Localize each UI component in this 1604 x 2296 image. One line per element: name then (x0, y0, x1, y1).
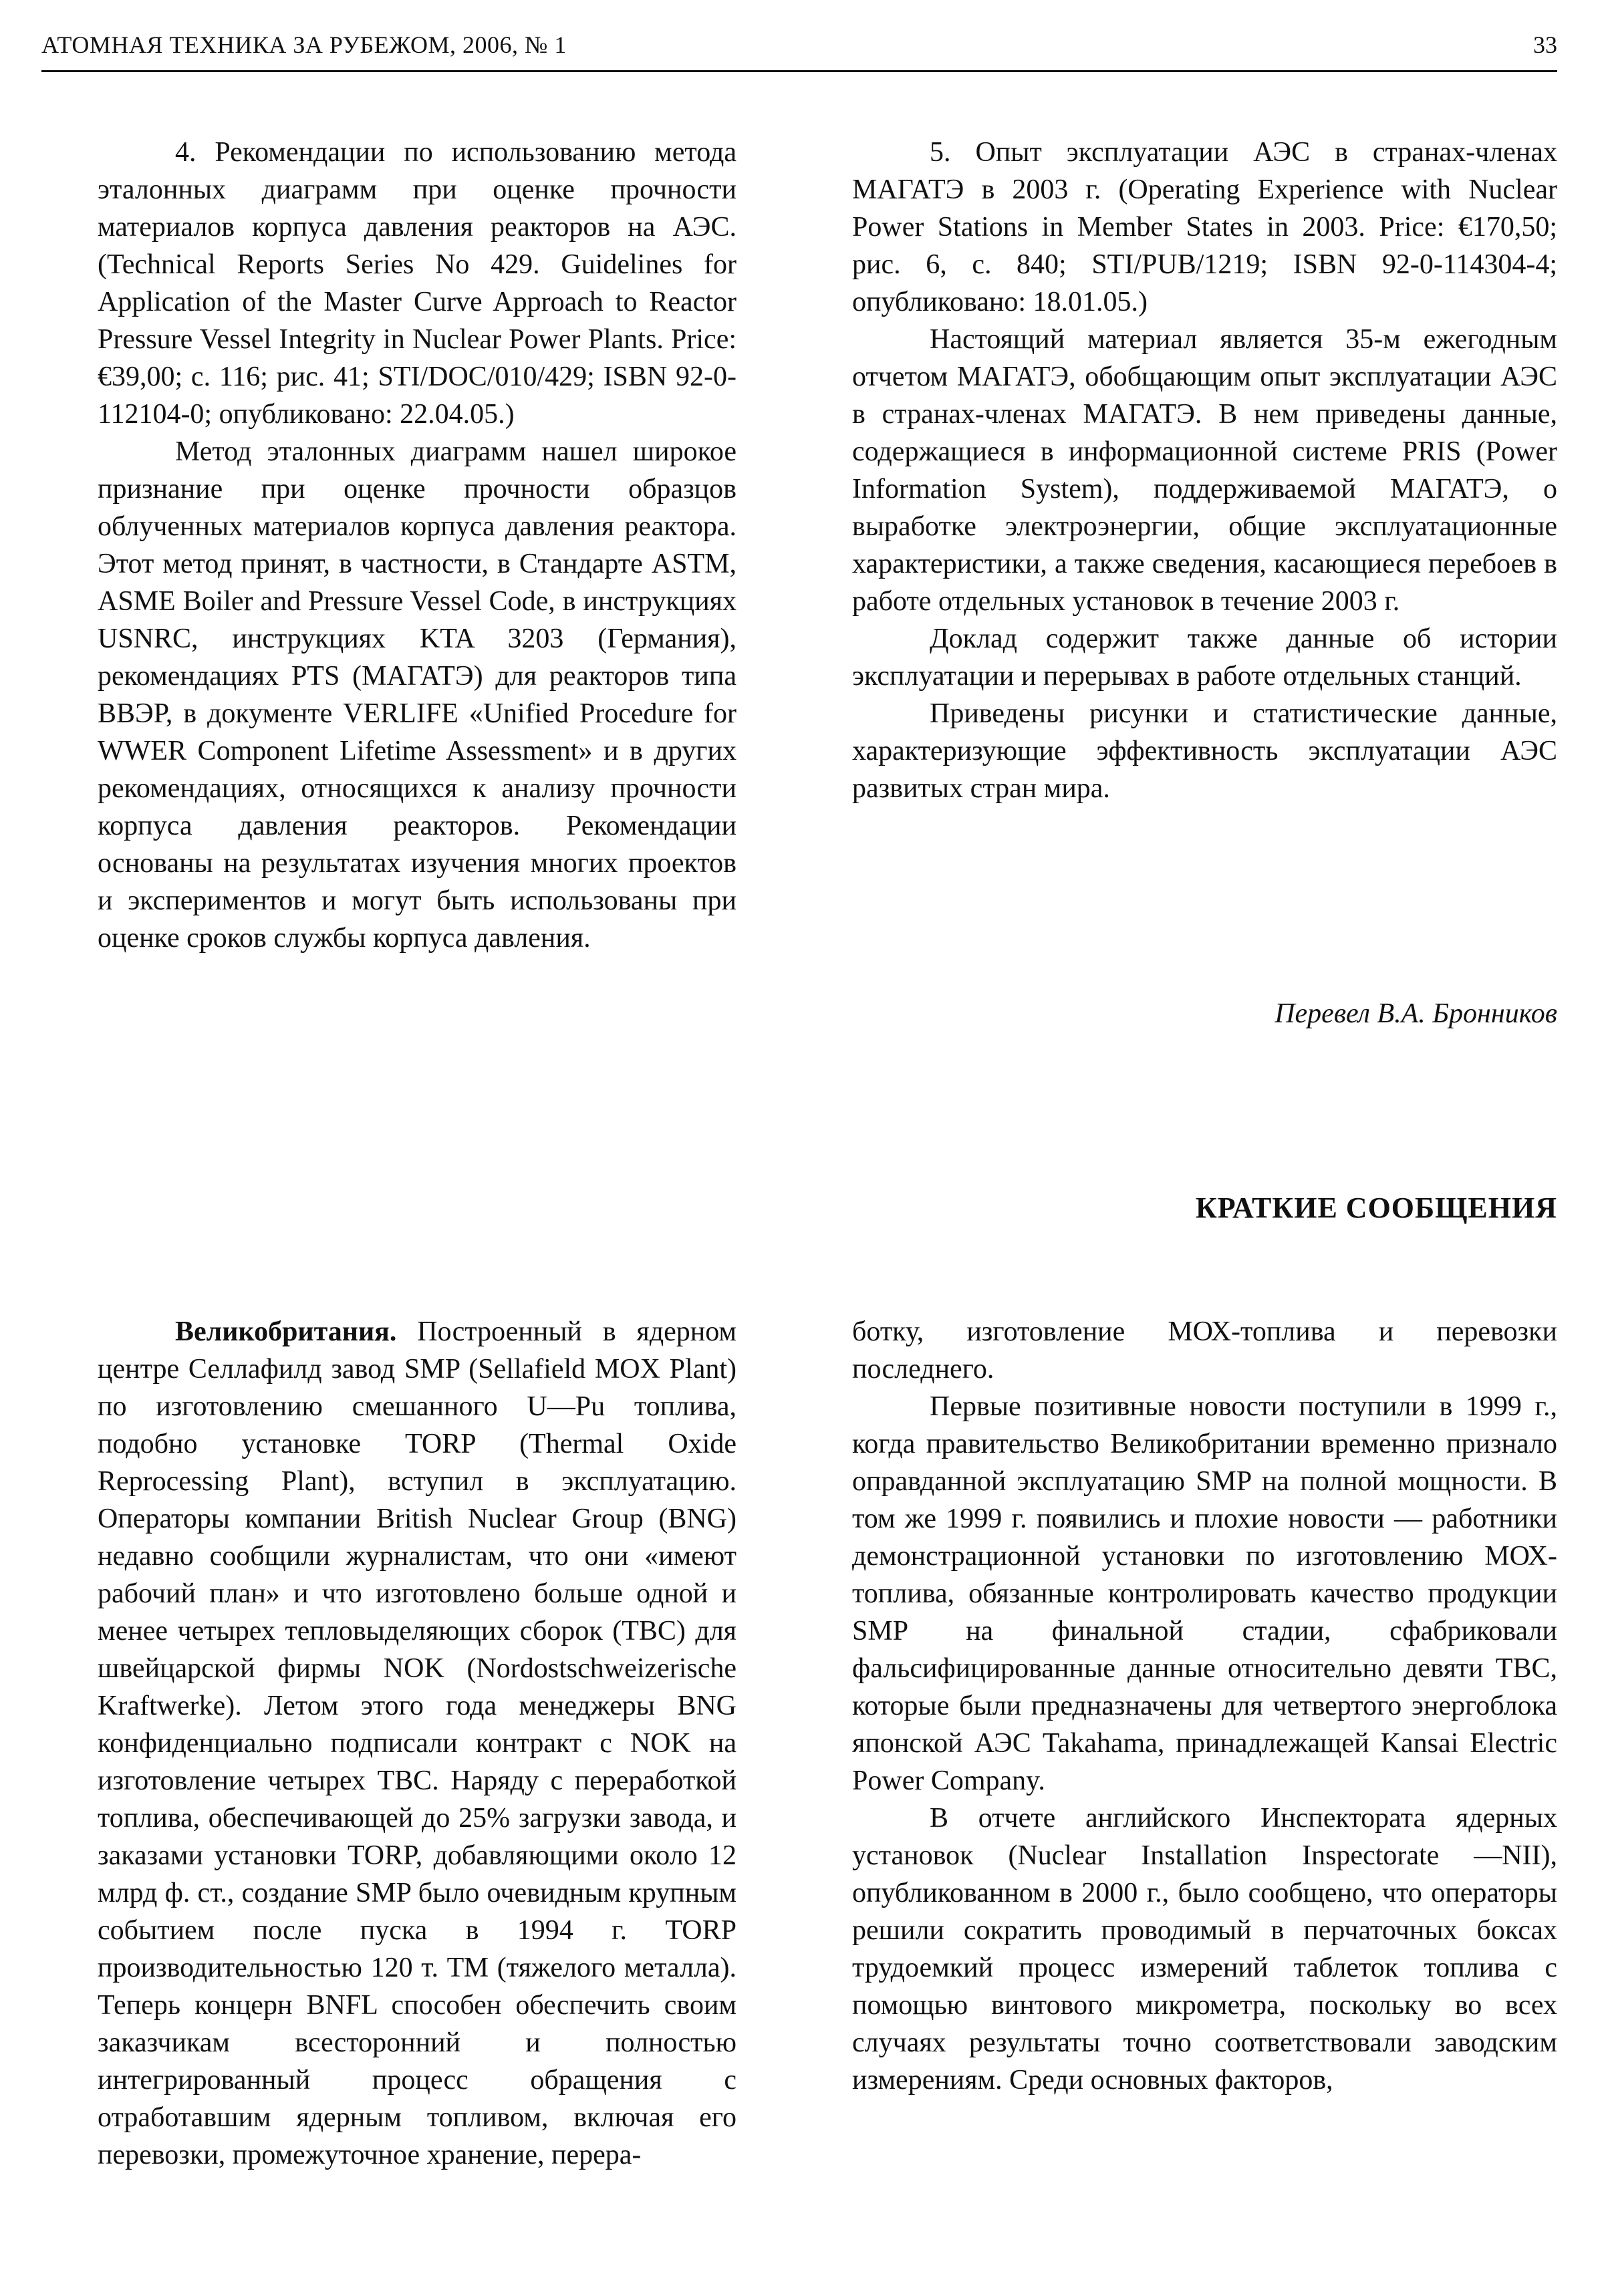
uk-news-text: Построенный в ядерном центре Селлафилд завод SMP (Sellafield MOX Plant) по изготовлению смешанного U—Pu топлива, подобно установке TORP (Thermal Oxide Reprocessing Plant), вступил в эксплуатацию. Операторы компании British Nuclear Group (BNG) недавно сообщили журналистам, что они «имеют рабочий план» и что изготовлено больше одной и менее четырех тепловыделяющих сборок (ТВС) для швейцарской фирмы NOK (Nordostschweizerische Kraftwerke). Летом этого года менеджеры BNG конфиденциально подписали контракт с NOK на изготовление четырех ТВС. Наряду с переработкой топлива, обеспечивающей до 25% загрузки завода, и заказами установки TORP, добавляющими около 12 млрд ф. ст., создание SMP было очевидным крупным событием после пуска в 1994 г. TORP производительностью 120 т. ТМ (тяжелого металла). Теперь концерн BNFL способен обеспечить своим заказчикам всесторонний и полностью интегрированный процесс обращения с отработавшим ядерным топливом, включая его перевозки, промежуточное хранение, перера- (98, 1316, 737, 2170)
right-top-column (852, 134, 1557, 807)
running-header (41, 27, 1557, 74)
header-rule (41, 70, 1557, 72)
news-1999-paragraph: Первые позитивные новости поступили в 1999 г., когда правительство Великобритании временно признало оправданной эксплуатацию SMP на полной мощности. В том же 1999 г. появились и плохие новости — работники демонстрационной установки по изготовлению МОХ-топлива, обязанные контролировать качество продукции SMP на финальной стадии, сфабриковали фальсифицированные данные относительно девяти ТВС, которые были предназначены для четвертого энергоблока японской АЭС Takahama, принадлежащей Kansai Electric Power Company. (852, 1391, 1557, 1796)
section-title: КРАТКИЕ СООБЩЕНИЯ (1195, 1191, 1557, 1224)
publication-4-summary: Метод эталонных диаграмм нашел широкое признание при оценке прочности образцов облученных материалов корпуса давления реактора. Этот метод принят, в частности, в Стандарте ASTM, ASME Boiler and Pressure Vessel Code, в инструкциях USNRC, инструкциях KTA 3203 (Германия), рекомендациях PTS (МАГАТЭ) для реакторов типа ВВЭР, в документе VERLIFE «Unified Procedure for WWER Component Lifetime Assessment» и в других рекомендациях, относящихся к анализу прочности корпуса давления реакторов. Рекомендации основаны на результатах изучения многих проектов и экспериментов и могут быть использованы при оценке сроков службы корпуса давления. (98, 436, 737, 954)
publication-5-citation: 5. Опыт эксплуатации АЭС в странах-членах МАГАТЭ в 2003 г. (Operating Experience with Nuclear Power Stations in Member States in 2003. Price: €170,50; рис. 6, с. 840; STI/PUB/1219; ISBN 92-0-114304-4; опубликовано: 18.01.05.) (852, 137, 1557, 317)
continuation-paragraph: ботку, изготовление МОХ-топлива и перевозки последнего. (852, 1316, 1557, 1385)
publication-5-summary: Настоящий материал является 35-м ежегодным отчетом МАГАТЭ, обобщающим опыт эксплуатации АЭС в странах-членах МАГАТЭ. В нем приведены данные, содержащиеся в информационной системе PRIS (Power Information System), поддерживаемой МАГАТЭ, о выработке электроэнергии, общие эксплуатационные характеристики, а также сведения, касающиеся перебоев в работе отдельных установок в течение 2003 г. (852, 324, 1557, 617)
uk-news-paragraph (98, 1313, 737, 2174)
nii-report-paragraph: В отчете английского Инспектората ядерных установок (Nuclear Installation Inspectorate —NII), опубликованном в 2000 г., было сообщено, что операторы решили сократить проводимый в перчаточных боксах трудоемкий процесс измерений таблеток топлива с помощью винтового микрометра, поскольку во всех случаях результаты точно соответствовали заводским измерениям. Среди основных факторов, (852, 1803, 1557, 2096)
right-bottom-column (852, 1313, 1557, 2099)
publication-5-history: Доклад содержит также данные об истории эксплуатации и перерывах в работе отдельных станций. (852, 623, 1557, 692)
translator-credit: Перевел В.А. Бронников (1275, 998, 1557, 1029)
left-top-column (98, 134, 737, 957)
journal-title: АТОМНАЯ ТЕХНИКА ЗА РУБЕЖОМ, 2006, № 1 (41, 31, 567, 58)
publication-5-figures: Приведены рисунки и статистические данные, характеризующие эффективность эксплуатации АЭС развитых стран мира. (852, 698, 1557, 804)
country-lead: Великобритания. (175, 1316, 397, 1347)
left-bottom-column (98, 1313, 737, 2174)
page-number: 33 (1533, 31, 1557, 58)
publication-4-citation: 4. Рекомендации по использованию метода эталонных диаграмм при оценке прочности материалов корпуса давления реакторов на АЭС. (Technical Reports Series No 429. Guidelines for Application of the Master Curve Approach to Reactor Pressure Vessel Integrity in Nuclear Power Plants. Price: €39,00; с. 116; рис. 41; STI/DOC/010/429; ISBN 92-0-112104-0; опубликовано: 22.04.05.) (98, 137, 737, 430)
